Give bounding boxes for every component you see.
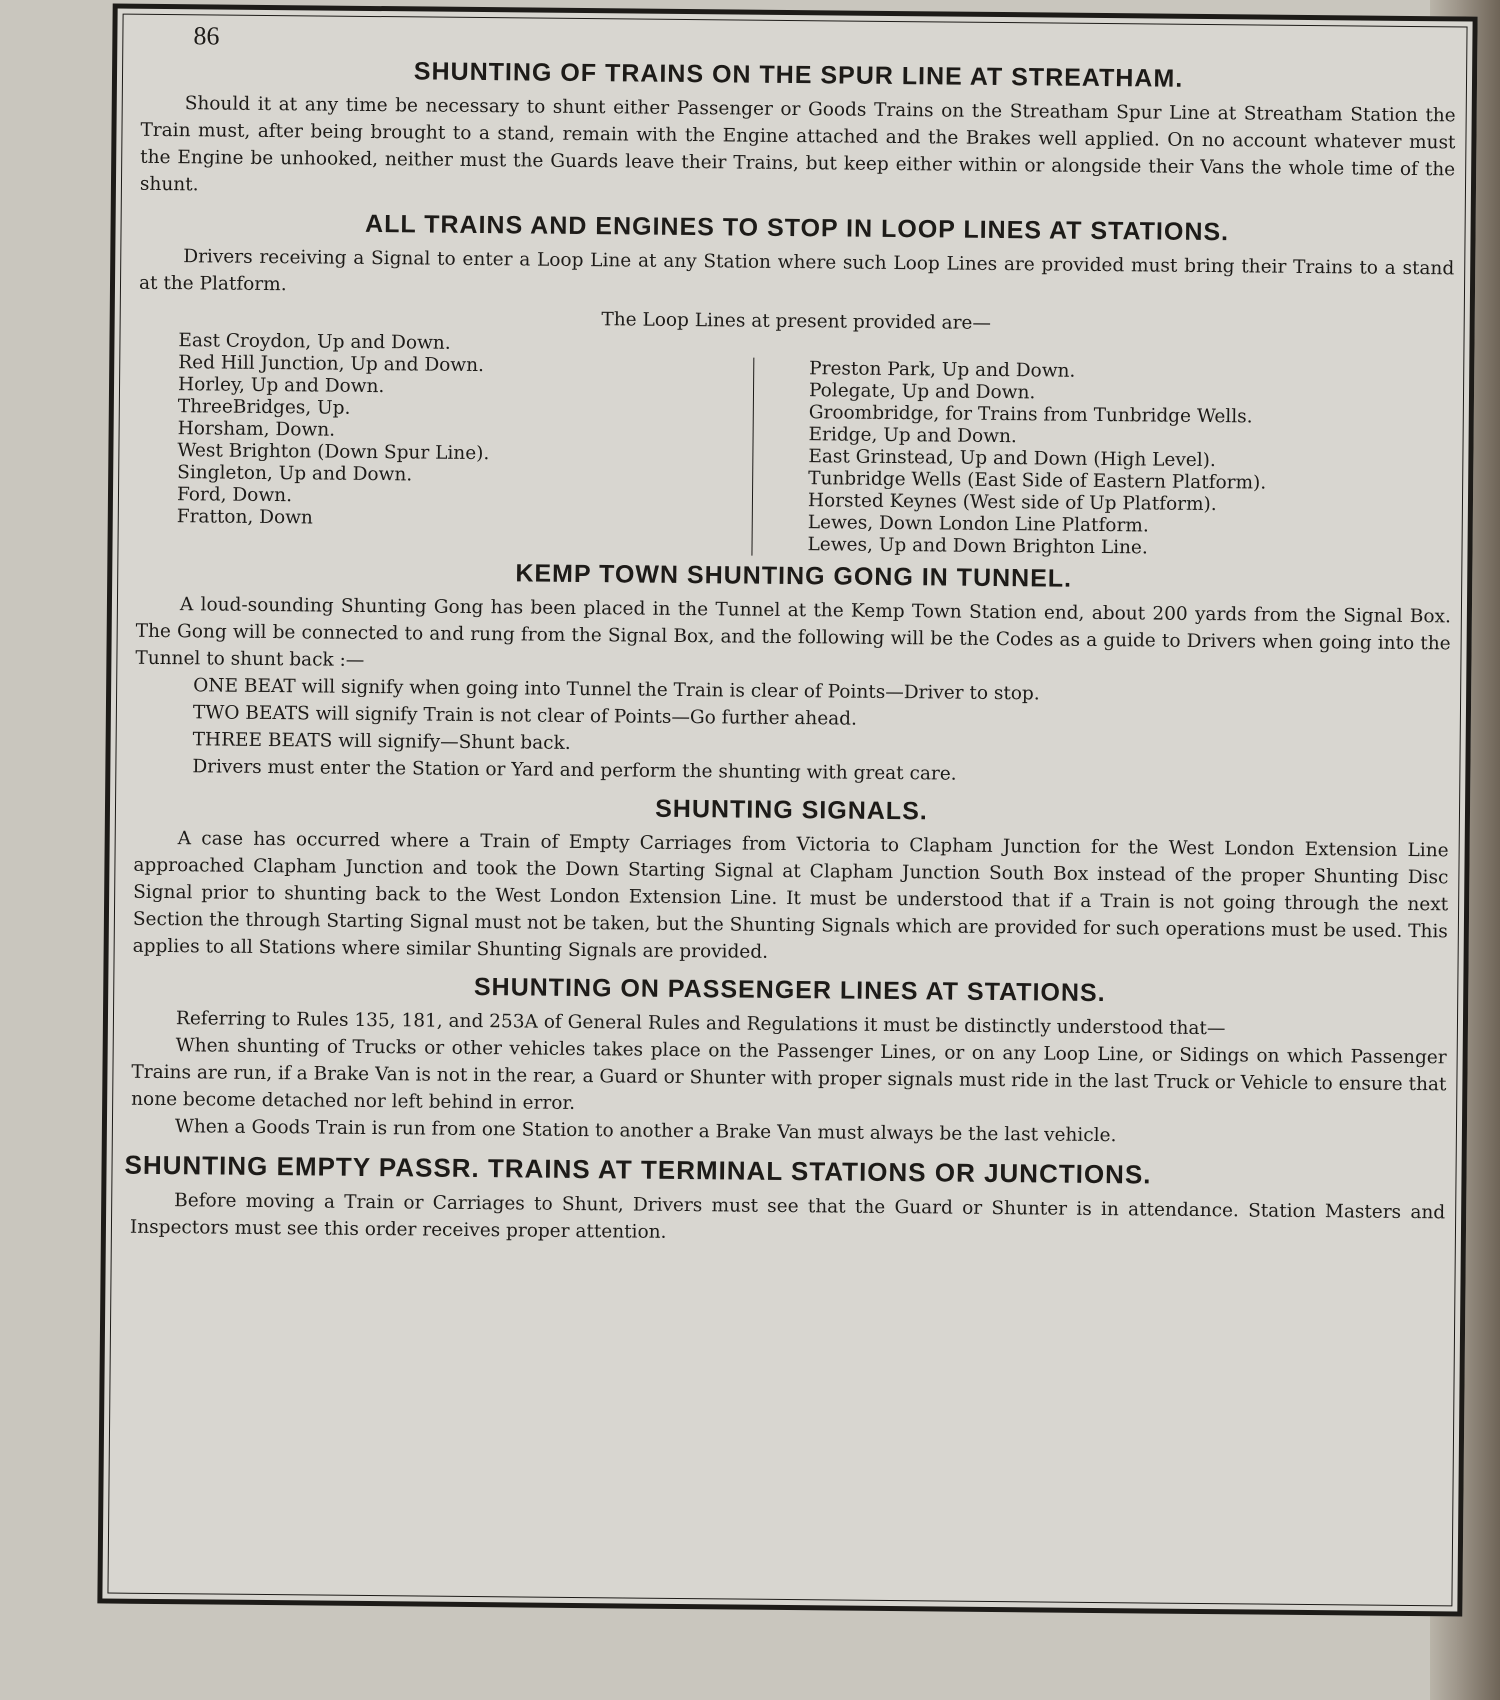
list-item: Singleton, Up and Down. — [177, 462, 413, 486]
list-item: West Brighton (Down Spur Line). — [177, 440, 490, 465]
section-body-loop-lines: Drivers receiving a Signal to enter a Loop Line at any Station where such Loop Lines are provided must bring their Trains to a stand at the Platform. — [138, 246, 1455, 296]
loop-lines-list — [136, 330, 1453, 563]
list-item: Lewes, Down London Line Platform. — [807, 512, 1149, 537]
section-title-kemp-town: KEMP TOWN SHUNTING GONG IN TUNNEL. — [515, 559, 1073, 593]
list-item: Horsham, Down. — [177, 418, 336, 441]
section-body-streatham: Should it at any time be necessary to shunt either Passenger or Goods Trains on the Streatham Spur Line at Streatham Station the Train must, after being brought to a stand, remain with the Engine attached and the Brakes well applied. On no account whatever must the Engine be unhooked, neither must the Guards leave their Trains, but keep either within or alongside their Vans the whole time of the shunt. — [139, 93, 1456, 196]
page-number: 86 — [193, 21, 220, 51]
gong-code: TWO BEATS will signify Train is not clear of Points—Go further ahead. — [192, 702, 858, 730]
gong-code: ONE BEAT will signify when going into Tunnel the Train is clear of Points—Driver to stop. — [193, 675, 1040, 705]
gong-instruction: Drivers must enter the Station or Yard and perform the shunting with great care. — [192, 756, 957, 785]
loop-list-right-column — [752, 336, 1267, 561]
section-title-shunting-signals: SHUNTING SIGNALS. — [655, 794, 928, 826]
list-item: Horley, Up and Down. — [177, 374, 385, 398]
list-item: Red Hill Junction, Up and Down. — [178, 352, 485, 377]
section-body-terminal: Before moving a Train or Carriages to Shunt, Drivers must see that the Guard or Shunter is in attendance. Station Masters and Inspectors must see this order receives proper attention. — [129, 1190, 1446, 1243]
passenger-lines-para-3: When a Goods Train is run from one Station to another a Brake Van must always be the last vehicle. — [174, 1116, 1117, 1147]
list-item: East Croydon, Up and Down. — [178, 330, 451, 354]
notice-frame — [97, 3, 1477, 1616]
gong-code: THREE BEATS will signify—Shunt back. — [192, 729, 571, 754]
section-title-streatham: SHUNTING OF TRAINS ON THE SPUR LINE AT STREATHAM. — [413, 57, 1184, 93]
section-title-passenger-lines: SHUNTING ON PASSENGER LINES AT STATIONS. — [473, 972, 1106, 1008]
list-item: Fratton, Down — [176, 506, 314, 529]
loop-list-left-column — [136, 330, 753, 556]
list-item: Horsted Keynes (West side of Up Platform). — [807, 490, 1217, 516]
list-item: Polegate, Up and Down. — [808, 380, 1036, 404]
list-item: Lewes, Up and Down Brighton Line. — [807, 534, 1148, 559]
list-item: Groombridge, for Trains from Tunbridge Wells. — [808, 402, 1253, 428]
section-title-terminal: SHUNTING EMPTY PASSR. TRAINS AT TERMINAL STATIONS OR JUNCTIONS. — [124, 1149, 1152, 1190]
list-item: East Grinstead, Up and Down (High Level). — [808, 446, 1216, 472]
notice-content — [107, 14, 1467, 1607]
section-body-shunting-signals: A case has occurred where a Train of Empty Carriages from Victoria to Clapham Junction for the West London Extension Line approached Clapham Junction and took the Down Starting Signal at Clapham Junction South Box instead of the proper Shunting Disc Signal prior to shunting back to the West London Extension Line. It must be understood that if a Train is not going through the next Section the through Starting Signal must not be taken, but the Shunting Signals which are provided for such operations must be used. This applies to all Stations where similar Shunting Signals are provided. — [132, 828, 1449, 963]
loop-list-intro: The Loop Lines at present provided are— — [601, 309, 992, 334]
list-item: Preston Park, Up and Down. — [809, 358, 1076, 382]
passenger-lines-para-2: When shunting of Trucks or other vehicles takes place on the Passenger Lines, or on any Loop Line, or Sidings on which Passenger Trains are run, if a Brake Van is not in the rear, a Guard or Shunter with proper signals must ride in the last Truck or Vehicle to ensure that none become detached nor left behind in error. — [131, 1035, 1447, 1114]
section-body-kemp-town: A loud-sounding Shunting Gong has been placed in the Tunnel at the Kemp Town Station end, about 200 yards from the Signal Box. The Gong will be connected to and rung from the Signal Box, and the following will be the Codes as a guide to Drivers when going into the Tunnel to shunt back :— — [135, 594, 1451, 671]
section-title-loop-lines: ALL TRAINS AND ENGINES TO STOP IN LOOP LINES AT STATIONS. — [364, 209, 1230, 247]
list-item: Tunbridge Wells (East Side of Eastern Platform). — [808, 468, 1267, 494]
passenger-lines-para-1: Referring to Rules 135, 181, and 253A of General Rules and Regulations it must be distinctly understood that— — [175, 1008, 1226, 1040]
list-item: Eridge, Up and Down. — [808, 424, 1017, 448]
list-item: ThreeBridges, Up. — [177, 396, 351, 419]
list-item: Ford, Down. — [176, 484, 293, 507]
